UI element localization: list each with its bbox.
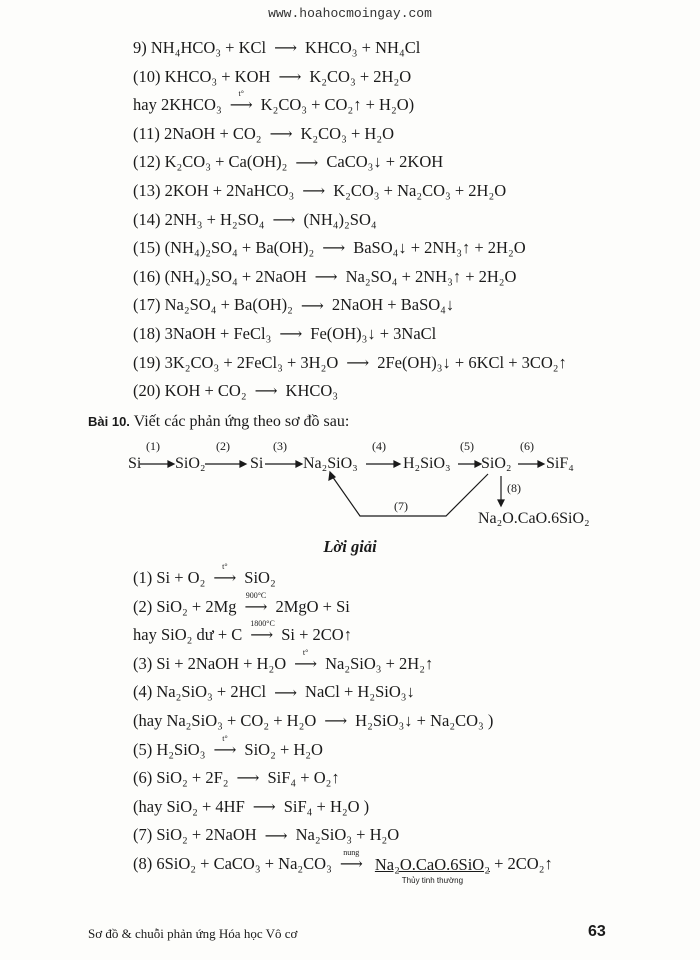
reaction-left: (15) (NH₄)₂SO₄ + Ba(OH)₂ — [133, 238, 315, 258]
reaction-left: 9) NH₄HCO₃ + KCl — [133, 38, 267, 57]
step-7: (7) — [394, 499, 408, 513]
exercise-label: Bài 10. — [88, 414, 130, 429]
footer-title: Sơ đồ & chuỗi phản ứng Hóa học Vô cơ — [88, 926, 298, 941]
reaction-line — [133, 34, 567, 63]
arrow-condition: t° — [238, 89, 244, 99]
arrow-icon: ⟶ — [237, 771, 260, 787]
arrow-condition: t° — [302, 648, 309, 657]
reaction-line — [133, 707, 493, 736]
step-3: (3) — [273, 439, 287, 453]
reaction-left: (1) Si + O₂ — [133, 568, 206, 587]
arrow-condition — [265, 821, 288, 829]
reaction-left: (4) Na₂SiO₃ + 2HCl — [133, 682, 267, 702]
arrow-icon: ⟶ — [274, 41, 297, 57]
arrow-condition — [315, 262, 338, 270]
reaction-line — [133, 206, 567, 235]
reaction-line — [133, 793, 493, 822]
reaction-line — [133, 177, 567, 206]
reaction-right: Na₂SiO₃ + 2H₂↑ — [325, 653, 434, 673]
product-underbrace — [374, 855, 490, 886]
node-sio2-2: SiO₂ — [481, 455, 512, 472]
arrow-icon: ⟶ — [279, 327, 302, 343]
reaction-left: (12) K₂CO₃ + Ca(OH)₂ — [133, 152, 288, 172]
arrow-icon: ⟶ — [273, 213, 296, 229]
reaction-line — [133, 234, 567, 263]
arrow-icon: t° ⟶ — [229, 89, 253, 115]
reaction-left: (7) SiO₂ + 2NaOH — [133, 825, 257, 845]
reaction-right: BaSO₄↓ + 2NH₃↑ + 2H₂O — [353, 238, 526, 258]
reaction-right: KHCO₃ — [285, 381, 339, 401]
arrow-condition — [279, 319, 302, 327]
reaction-line — [133, 263, 567, 292]
arrow-icon: ⟶ — [265, 829, 288, 845]
reaction-line — [133, 821, 493, 850]
reaction-right: 2NaOH + BaSO₄↓ — [331, 295, 455, 315]
arrow-condition: 900°C — [245, 590, 267, 600]
reaction-left: (13) 2KOH + 2NaHCO₃ — [133, 180, 295, 200]
reaction-right: SiF₄ + H₂O ) — [283, 796, 370, 816]
arrow-icon: ⟶ — [324, 714, 347, 730]
reaction-left: (11) 2NaOH + CO₂ — [133, 123, 262, 143]
reaction-right: Fe(OH)₃↓ + 3NaCl — [310, 323, 437, 343]
reaction-right: K₂CO₃ + 2H₂O — [309, 66, 412, 86]
reaction-left: (hay Na₂SiO₃ + CO₂ + H₂O — [133, 710, 317, 730]
arrow-condition — [278, 62, 301, 70]
step-8: (8) — [507, 481, 521, 495]
reaction-left: (17) Na₂SO₄ + Ba(OH)₂ — [133, 295, 293, 315]
reaction-right: Na₂SiO₃ + H₂O — [295, 825, 400, 845]
arrow-icon: t° ⟶ — [213, 733, 237, 759]
step-4: (4) — [372, 439, 386, 453]
arrow-icon: ⟶ — [255, 384, 278, 400]
reaction-right: H₂SiO₃↓ + Na₂CO₃ ) — [355, 710, 494, 730]
reaction-left: (5) H₂SiO₃ — [133, 739, 206, 759]
reaction-line — [133, 733, 493, 765]
reaction-line — [133, 621, 493, 650]
reaction-line — [133, 564, 493, 593]
reaction-left: hay 2KHCO₃ — [133, 95, 222, 115]
node-si-2: Si — [250, 455, 264, 472]
reaction-left: (18) 3NaOH + FeCl₃ — [133, 323, 272, 343]
node-na2sio3: Na₂SiO₃ — [303, 455, 358, 472]
reaction-left: (20) KOH + CO₂ — [133, 381, 247, 401]
reaction-line — [133, 291, 567, 320]
arrow-condition — [346, 348, 369, 356]
step-6: (6) — [520, 439, 534, 453]
reaction-right: KHCO₃ + NH₄Cl — [305, 38, 421, 57]
reaction-right: CaCO₃↓ + 2KOH — [326, 152, 444, 172]
reaction-right: K₂CO₃ + H₂O — [300, 123, 394, 143]
solution-heading: Lời giải — [323, 537, 377, 556]
arrow-condition — [253, 792, 276, 800]
reaction-rest: + 2CO₂↑ — [489, 854, 553, 873]
node-h2sio3: H₂SiO₃ — [403, 455, 451, 472]
reaction-left: hay SiO₂ dư + C — [133, 625, 243, 645]
arrow-icon: ⟶ — [253, 800, 276, 816]
arrow-condition — [324, 706, 347, 714]
reaction-line — [133, 148, 567, 177]
exercise-title — [88, 412, 349, 432]
step-1: (1) — [146, 439, 160, 453]
reaction-line — [133, 678, 493, 707]
arrow-icon: ⟶ — [270, 127, 293, 143]
page-number: 63 — [588, 923, 606, 940]
arrow-condition: nung — [343, 848, 360, 858]
reaction-line — [133, 377, 567, 406]
arrow-icon: nung ⟶ — [339, 848, 363, 874]
arrow-icon: ⟶ — [302, 184, 325, 200]
reaction-list-solution — [133, 564, 493, 850]
arrow-condition — [301, 291, 324, 299]
arrow-icon: ⟶ — [301, 299, 324, 315]
arrow-icon: 900°C ⟶ — [244, 590, 268, 616]
arrow-condition — [270, 119, 293, 127]
arrow-icon: ⟶ — [274, 686, 297, 702]
arrow-condition — [273, 205, 296, 213]
node-si: Si — [128, 455, 142, 472]
arrow-condition — [255, 376, 278, 384]
step-5: (5) — [460, 439, 474, 453]
arrow-icon: ⟶ — [295, 156, 318, 172]
step-2: (2) — [216, 439, 230, 453]
reaction-right: 2MgO + Si — [275, 596, 350, 616]
product: Na₂O.CaO.6SiO₂ — [374, 855, 490, 875]
reaction-right: (NH₄)₂SO₄ — [303, 209, 377, 229]
watermark: www.hoahocmoingay.com — [268, 6, 432, 21]
node-sif4: SiF₄ — [546, 455, 574, 472]
node-glass: Na₂O.CaO.6SiO₂ — [478, 510, 590, 527]
reaction-line — [133, 63, 567, 92]
reaction-line — [133, 349, 567, 378]
arrow-condition — [237, 763, 260, 771]
arrow-condition: 1800°C — [250, 619, 275, 629]
reaction-line — [133, 590, 493, 622]
reaction-right: K₂CO₃ + Na₂CO₃ + 2H₂O — [333, 180, 507, 200]
reaction-list-top — [133, 34, 567, 406]
product-label: Thủy tinh thường — [401, 876, 464, 886]
reaction-right: NaCl + H₂SiO₃↓ — [305, 682, 415, 702]
arrow-condition: t° — [222, 562, 228, 572]
reaction-right: Na₂SO₄ + 2NH₃↑ + 2H₂O — [345, 266, 517, 286]
reaction-right: SiF₄ + O₂↑ — [267, 768, 340, 788]
arrow-condition — [295, 148, 318, 156]
reaction-left: (19) 3K₂CO₃ + 2FeCl₃ + 3H₂O — [133, 352, 339, 372]
reaction-scheme — [128, 440, 598, 532]
arrow-icon: ⟶ — [315, 270, 338, 286]
arrow-icon: 1800°C ⟶ — [250, 619, 275, 645]
node-sio2: SiO₂ — [175, 455, 206, 472]
reaction-line — [133, 650, 493, 679]
reaction-right: 2Fe(OH)₃↓ + 6KCl + 3CO₂↑ — [377, 352, 567, 372]
reaction-line — [133, 320, 567, 349]
reaction-left: (hay SiO₂ + 4HF — [133, 796, 245, 816]
arrow-condition — [274, 33, 297, 41]
reaction-right: K₂CO₃ + CO₂↑ + H₂O) — [260, 95, 415, 115]
arrow-icon: t° ⟶ — [213, 562, 237, 588]
reaction-left: (8) 6SiO₂ + CaCO₃ + Na₂CO₃ — [133, 854, 332, 873]
arrow-icon: ⟶ — [322, 241, 345, 257]
exercise-text: Viết các phản ứng theo sơ đồ sau: — [129, 413, 350, 430]
arrow-icon: ⟶ — [278, 70, 301, 86]
reaction-8 — [133, 848, 553, 886]
arrow-condition: t° — [222, 733, 228, 743]
reaction-line — [133, 764, 493, 793]
arrow-condition — [274, 678, 297, 686]
arrow-condition — [322, 233, 345, 241]
reaction-left: (10) KHCO₃ + KOH — [133, 66, 271, 86]
reaction-line — [133, 91, 567, 120]
reaction-right: Si + 2CO↑ — [281, 625, 352, 645]
reaction-left: (14) 2NH₃ + H₂SO₄ — [133, 209, 265, 229]
reaction-left: (3) Si + 2NaOH + H₂O — [133, 653, 287, 673]
arrow-icon: ⟶ — [346, 356, 369, 372]
arrow-icon: t° ⟶ — [294, 648, 318, 673]
reaction-left: (2) SiO₂ + 2Mg — [133, 596, 237, 616]
reaction-right: SiO₂ — [244, 568, 276, 587]
reaction-right: SiO₂ + H₂O — [244, 739, 323, 759]
arrow-condition — [302, 176, 325, 184]
reaction-line — [133, 120, 567, 149]
reaction-left: (16) (NH₄)₂SO₄ + 2NaOH — [133, 266, 307, 286]
reaction-left: (6) SiO₂ + 2F₂ — [133, 768, 229, 788]
